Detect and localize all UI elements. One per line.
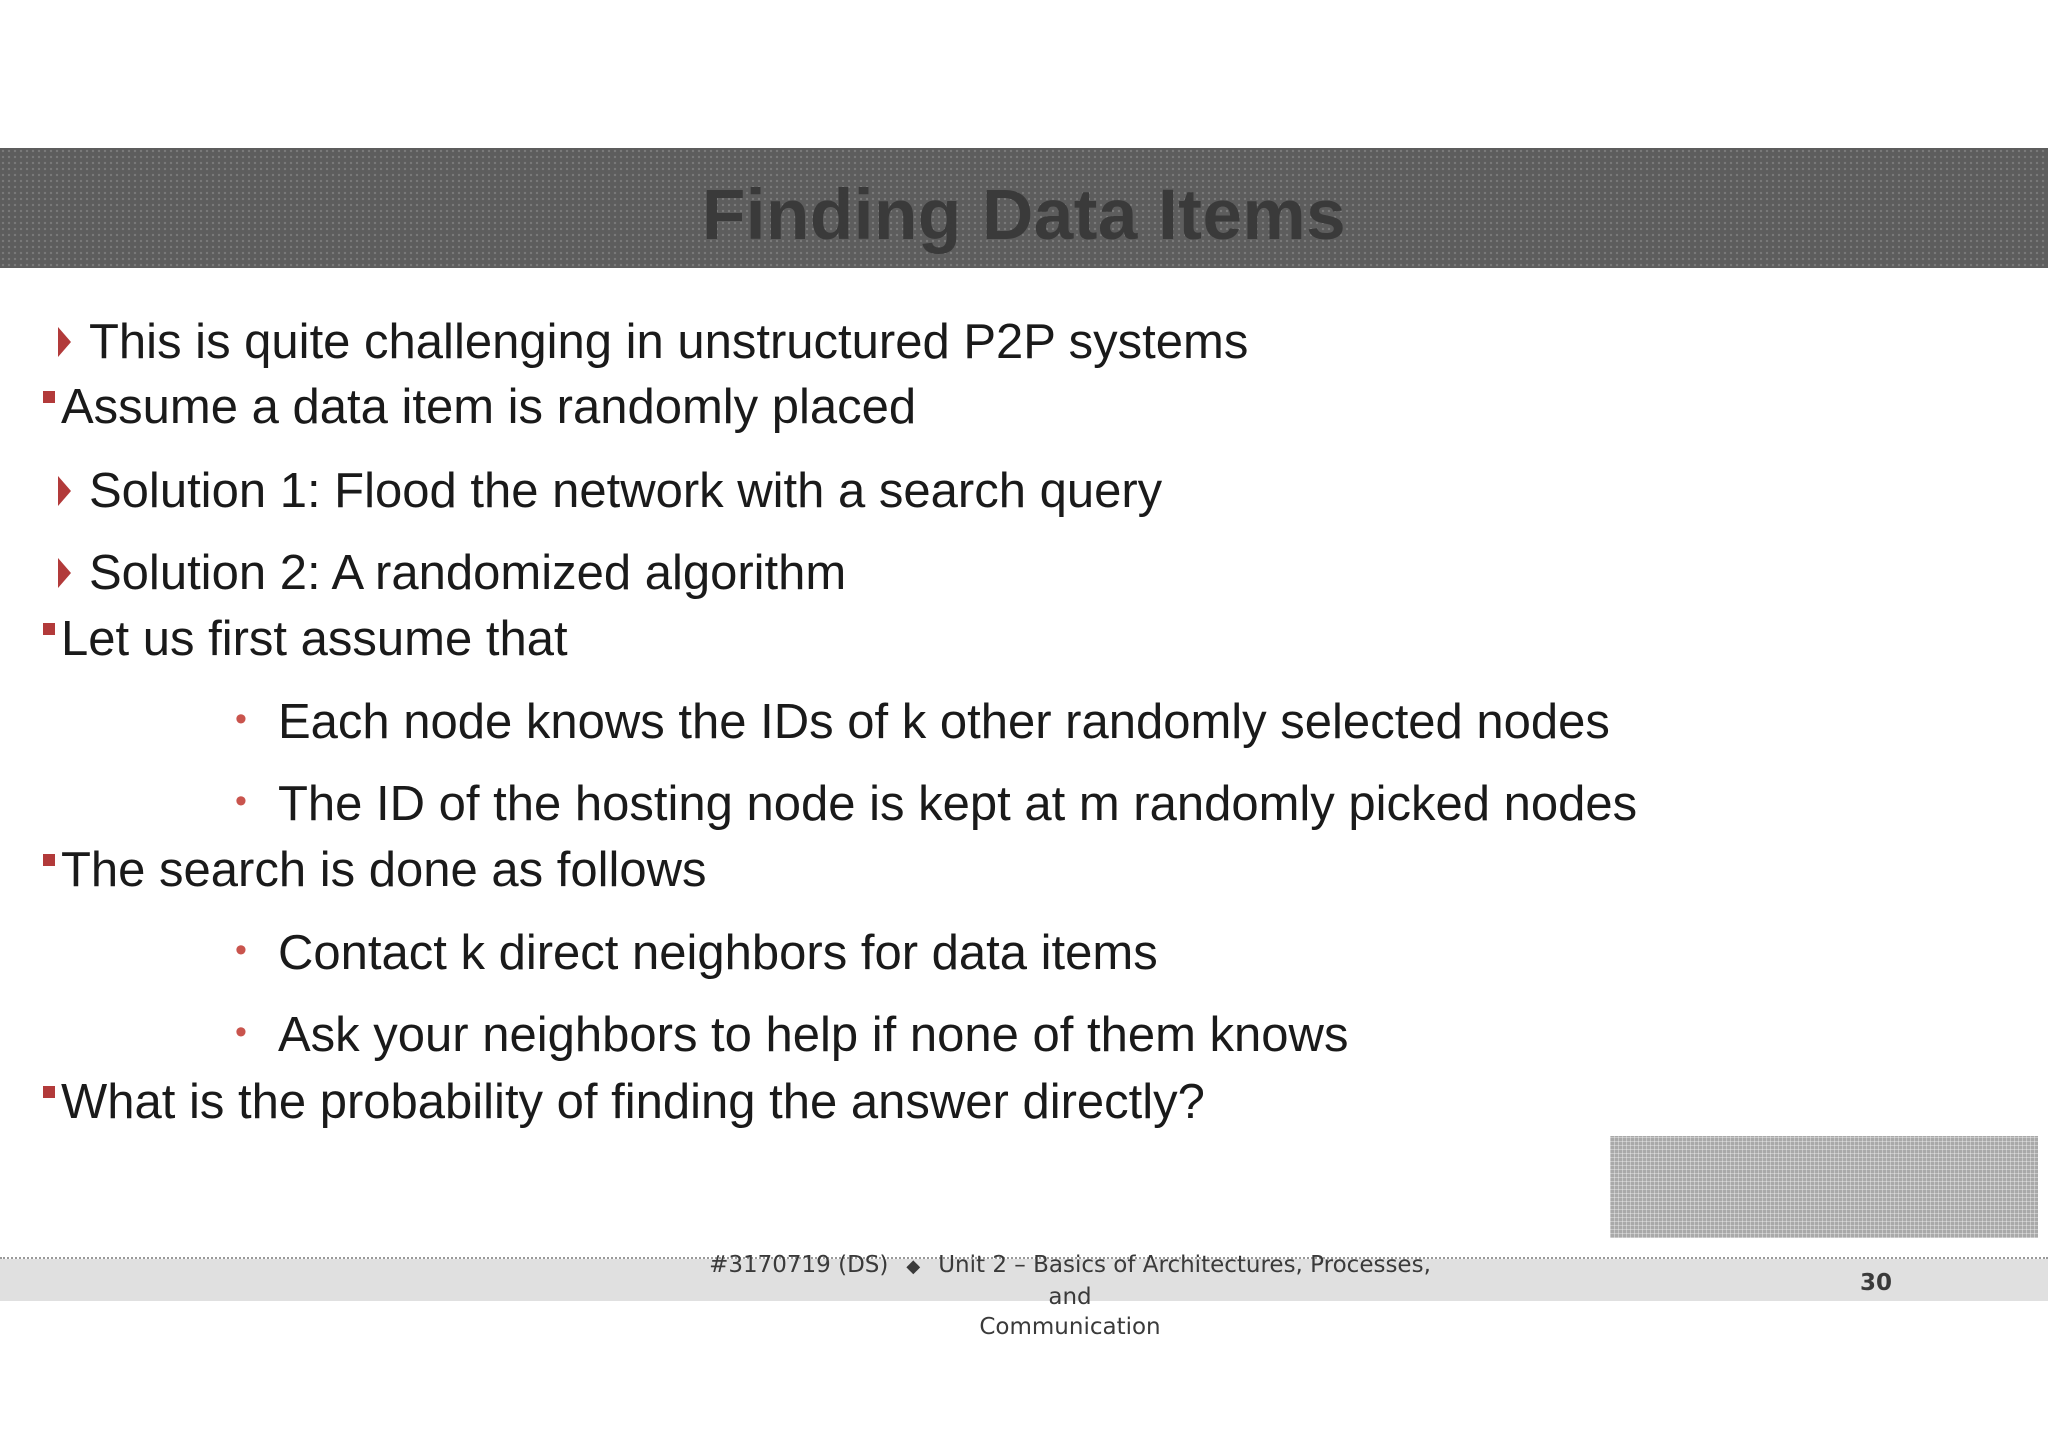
- footer-course-info: [690, 1250, 1450, 1342]
- page-number: 30: [1859, 1270, 1892, 1296]
- bullet-text: Ask your neighbors to help if none of them knows: [278, 1008, 1349, 1062]
- diamond-separator-icon: ◆: [906, 1256, 921, 1277]
- footer-unit-title: Unit 2 – Basics of Architectures, Processes, and: [938, 1252, 1431, 1310]
- square-bullet-icon: [43, 391, 55, 403]
- bullet-text: Contact k direct neighbors for data items: [278, 926, 1158, 980]
- arrow-icon: [58, 327, 71, 357]
- bullet-text: Assume a data item is randomly placed: [61, 380, 917, 434]
- square-bullet-icon: [43, 1086, 55, 1098]
- slide-title: Finding Data Items: [701, 176, 1347, 255]
- dot-bullet-icon: •: [235, 931, 247, 969]
- dot-bullet-icon: •: [235, 1013, 247, 1051]
- arrow-icon: [58, 558, 71, 588]
- bullet-text: Each node knows the IDs of k other randomly selected nodes: [278, 695, 1610, 749]
- square-bullet-icon: [43, 623, 55, 635]
- bullet-text: Solution 2: A randomized algorithm: [89, 546, 847, 600]
- bullet-text: Let us first assume that: [61, 612, 568, 666]
- footer-unit-title-cont: Communication: [979, 1314, 1161, 1340]
- bullet-text: Solution 1: Flood the network with a search query: [89, 464, 1163, 518]
- bullet-text: The search is done as follows: [61, 843, 707, 897]
- square-bullet-icon: [43, 854, 55, 866]
- logo-placeholder: [1610, 1136, 2038, 1238]
- dot-bullet-icon: •: [235, 782, 247, 820]
- footer-course-code: #3170719 (DS): [709, 1252, 889, 1278]
- arrow-icon: [58, 476, 71, 506]
- bullet-text: The ID of the hosting node is kept at m randomly picked nodes: [278, 777, 1638, 831]
- bullet-text: This is quite challenging in unstructured P2P systems: [89, 315, 1249, 369]
- dot-bullet-icon: •: [235, 700, 247, 738]
- bullet-text: What is the probability of finding the answer directly?: [61, 1075, 1205, 1129]
